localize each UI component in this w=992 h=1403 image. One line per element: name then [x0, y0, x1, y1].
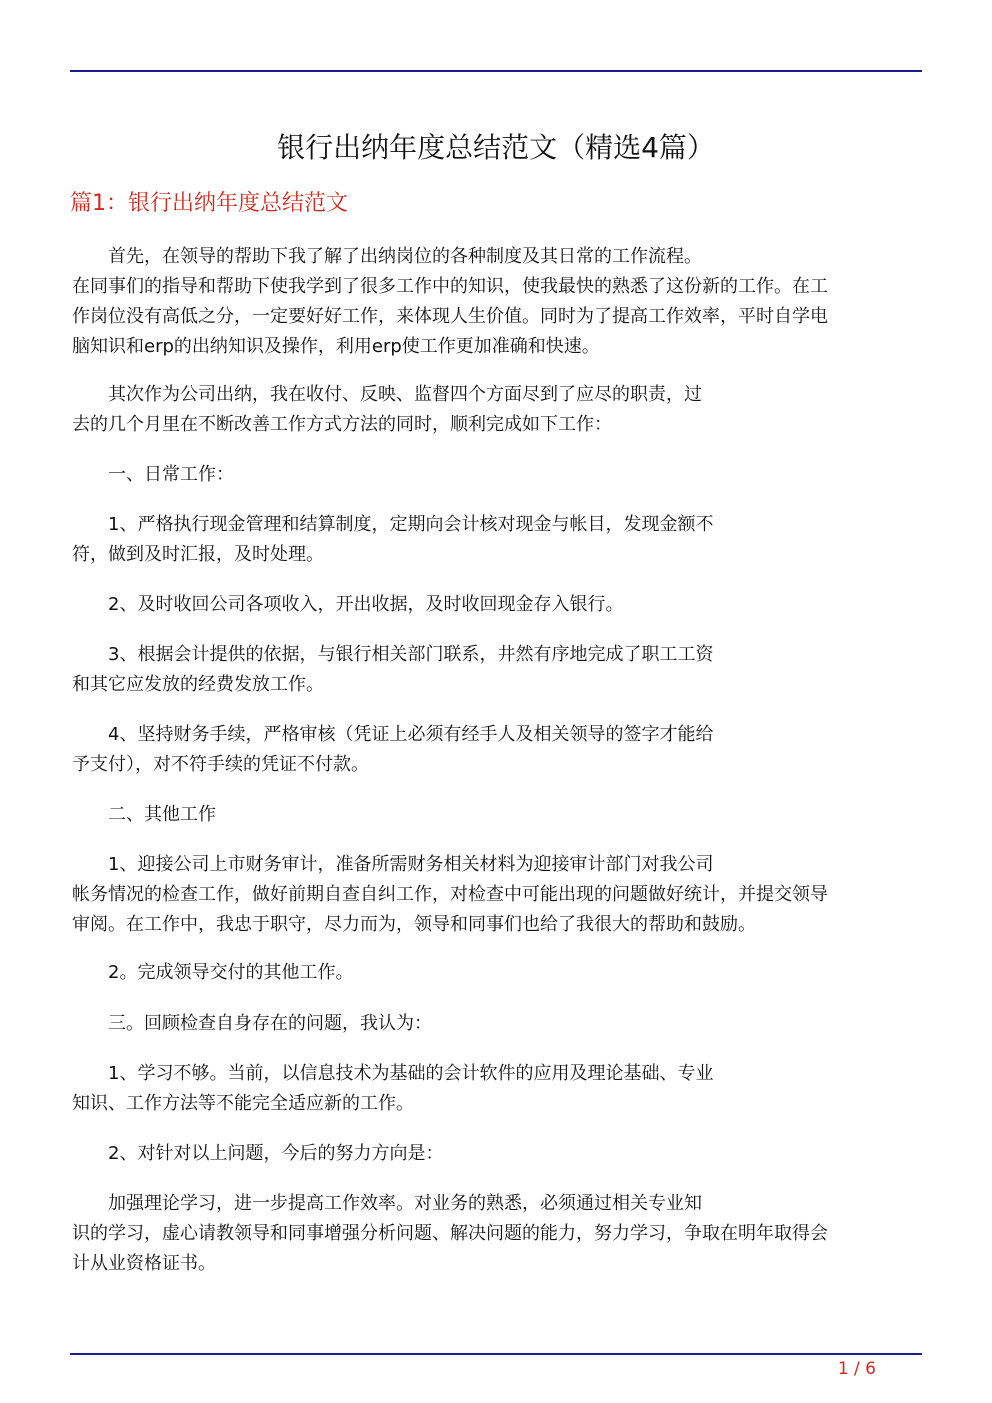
paragraph-line: 2。完成领导交付的其他工作。 [108, 962, 354, 983]
page-number: 1 / 6 [837, 1359, 876, 1379]
paragraph-line: 二、其他工作 [108, 804, 216, 825]
footer-rule [70, 1353, 922, 1355]
paragraph [72, 1059, 922, 1119]
paragraph-line: 2、及时收回公司各项收入，开出收据，及时收回现金存入银行。 [108, 594, 624, 615]
paragraph-line: 加强理论学习，进一步提高工作效率。对业务的熟悉，必须通过相关专业知 [108, 1193, 702, 1214]
paragraph [72, 640, 922, 700]
section-heading: 篇1：银行出纳年度总结范文 [70, 191, 348, 216]
paragraph-line: 予支付），对不符手续的凭证不付款。 [72, 754, 369, 775]
document-title: 银行出纳年度总结范文（精选4篇） [277, 131, 715, 164]
paragraph-line: 4、坚持财务手续，严格审核（凭证上必须有经手人及相关领导的签字才能给 [108, 724, 714, 745]
paragraph-line: 一、日常工作： [108, 464, 234, 485]
paragraph-line: 帐务情况的检查工作，做好前期自查自纠工作，对检查中可能出现的问题做好统计，并提交领导 [72, 884, 828, 905]
paragraph-line: 脑知识和erp的出纳知识及操作，利用erp使工作更加准确和快速。 [72, 336, 600, 357]
paragraph-line: 知识、工作方法等不能完全适应新的工作。 [72, 1093, 414, 1114]
paragraph-line: 审阅。在工作中，我忠于职守，尽力而为，领导和同事们也给了我很大的帮助和鼓励。 [72, 914, 756, 935]
paragraph [72, 510, 922, 570]
paragraph-line: 在同事们的指导和帮助下使我学到了很多工作中的知识，使我最快的熟悉了这份新的工作。在工 [72, 276, 828, 297]
paragraph-line: 计从业资格证书。 [72, 1253, 216, 1274]
paragraph [72, 720, 922, 780]
paragraph-line: 1、学习不够。当前，以信息技术为基础的会计软件的应用及理论基础、专业 [108, 1063, 714, 1084]
paragraph-line: 三。回顾检查自身存在的问题，我认为： [108, 1013, 432, 1034]
paragraph-line: 1、严格执行现金管理和结算制度，定期向会计核对现金与帐目，发现金额不 [108, 514, 714, 535]
paragraph [72, 958, 922, 988]
paragraph [72, 590, 922, 620]
paragraph-line: 其次作为公司出纳，我在收付、反映、监督四个方面尽到了应尽的职责，过 [108, 384, 702, 405]
paragraph-line: 和其它应发放的经费发放工作。 [72, 674, 324, 695]
paragraph [72, 380, 922, 440]
paragraph-line: 3、根据会计提供的依据，与银行相关部门联系，井然有序地完成了职工工资 [108, 644, 714, 665]
paragraph [72, 850, 922, 940]
paragraph-line: 符，做到及时汇报，及时处理。 [72, 544, 324, 565]
paragraph-line: 1、迎接公司上市财务审计，准备所需财务相关材料为迎接审计部门对我公司 [108, 854, 714, 875]
paragraph [72, 1139, 922, 1169]
paragraph-line: 首先，在领导的帮助下我了解了出纳岗位的各种制度及其日常的工作流程。 [108, 246, 702, 267]
paragraph-line: 2、对针对以上问题，今后的努力方向是： [108, 1143, 444, 1164]
header-rule [70, 70, 922, 72]
paragraph-line: 作岗位没有高低之分，一定要好好工作，来体现人生价值。同时为了提高工作效率，平时自学电 [72, 306, 828, 327]
paragraph [72, 1189, 922, 1279]
paragraph-line: 识的学习，虚心请教领导和同事增强分析问题、解决问题的能力，努力学习，争取在明年取得会 [72, 1223, 828, 1244]
paragraph [72, 800, 922, 830]
paragraph [72, 460, 922, 490]
paragraph [72, 242, 922, 362]
paragraph-line: 去的几个月里在不断改善工作方式方法的同时，顺利完成如下工作： [72, 414, 612, 435]
paragraph [72, 1009, 922, 1039]
